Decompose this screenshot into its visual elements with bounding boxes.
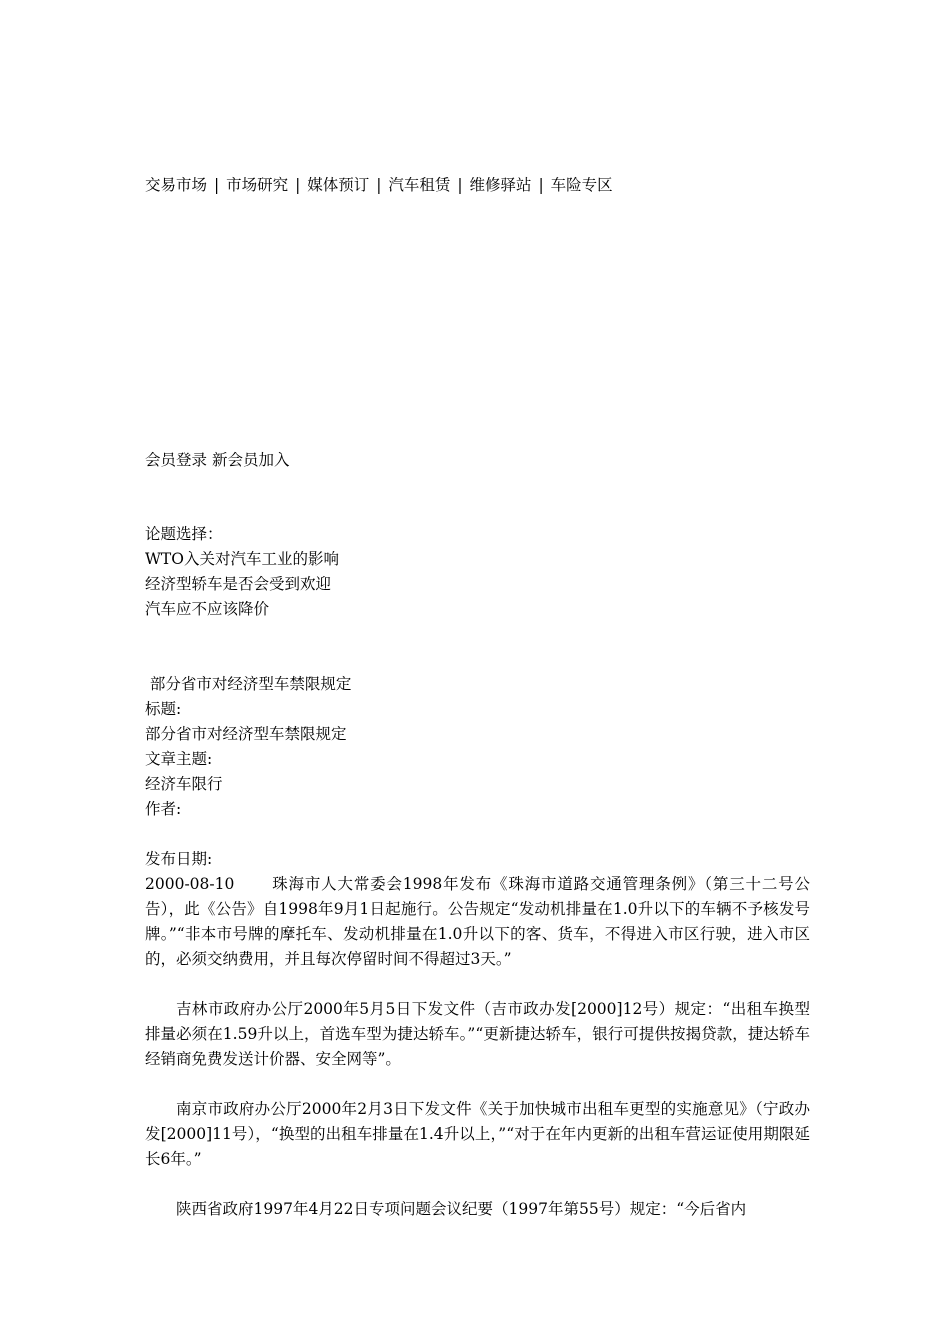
nav-link-car-rental[interactable]: 汽车租赁 [388,176,451,194]
topic-item-wto[interactable]: WTO入关对汽车工业的影响 [145,550,339,568]
nav-link-trade-market[interactable]: 交易市场 [145,176,208,194]
topic-item-price-cut[interactable]: 汽车应不应该降价 [145,600,270,618]
nav-link-repair-station[interactable]: 维修驿站 [469,176,532,194]
article-paragraph-jilin: 吉林市政府办公厅2000年5月5日下发文件（吉市政办发[2000]12号）规定：“出租车换型排量必须在1.59升以上，首选车型为捷达轿车。”“更新捷达轿车，银行可提供按揭贷款，捷达轿车经销商免费发送计价器、安全网等”。 [145,1000,810,1068]
author-label: 作者: [145,800,182,818]
member-login-link[interactable]: 会员登录 [145,451,208,469]
article-paragraph-zhuhai [145,872,810,972]
title-label: 标题: [145,700,182,718]
article-meta [145,672,810,872]
date-value: 2000-08-10 [145,875,235,893]
article-paragraph-nanjing: 南京市政府办公厅2000年2月3日下发文件《关于加快城市出租车更型的实施意见》（宁政办发[2000]11号），“换型的出租车排量在1.4升以上，”“对于在年内更新的出租车营运证使用期限延长6年。” [145,1100,810,1168]
nav-link-market-research[interactable]: 市场研究 [226,176,289,194]
nav-separator: | [295,176,301,194]
paragraph-gap [145,1072,810,1097]
nav-link-car-insurance[interactable]: 车险专区 [550,176,613,194]
subject-value: 经济车限行 [145,775,223,793]
paragraph-text: 珠海市人大常委会1998年发布《珠海市道路交通管理条例》（第三十二号公告），此《公告》自1998年9月1日起施行。公告规定“发动机排量在1.0升以下的车辆不予核发号牌。”“非本市号牌的摩托车、发动机排量在1.0升以下的客、货车，不得进入市区行驶，进入市区的，必须交纳费用，并且每次停留时间不得超过3天。” [145,875,810,968]
date-label: 发布日期: [145,850,213,868]
article-headline: 部分省市对经济型车禁限规定 [145,675,352,693]
article-paragraph-shaanxi: 陕西省政府1997年4月22日专项问题会议纪要（1997年第55号）规定：“今后省内 [176,1200,747,1218]
nav-link-media-booking[interactable]: 媒体预订 [307,176,370,194]
top-nav [145,173,810,198]
topic-item-economy-car[interactable]: 经济型轿车是否会受到欢迎 [145,575,332,593]
nav-separator: | [376,176,382,194]
nav-separator: | [538,176,544,194]
topic-list [145,522,810,622]
nav-separator: | [457,176,463,194]
subject-label: 文章主题: [145,750,213,768]
author-value [145,822,810,847]
paragraph-gap [145,1172,810,1197]
nav-separator: | [213,176,220,194]
topic-heading: 论题选择： [145,525,223,543]
member-links [145,448,810,473]
paragraph-gap [145,972,810,997]
article-body [145,872,810,1222]
title-value: 部分省市对经济型车禁限规定 [145,725,347,743]
new-member-join-link[interactable]: 新会员加入 [211,451,290,469]
